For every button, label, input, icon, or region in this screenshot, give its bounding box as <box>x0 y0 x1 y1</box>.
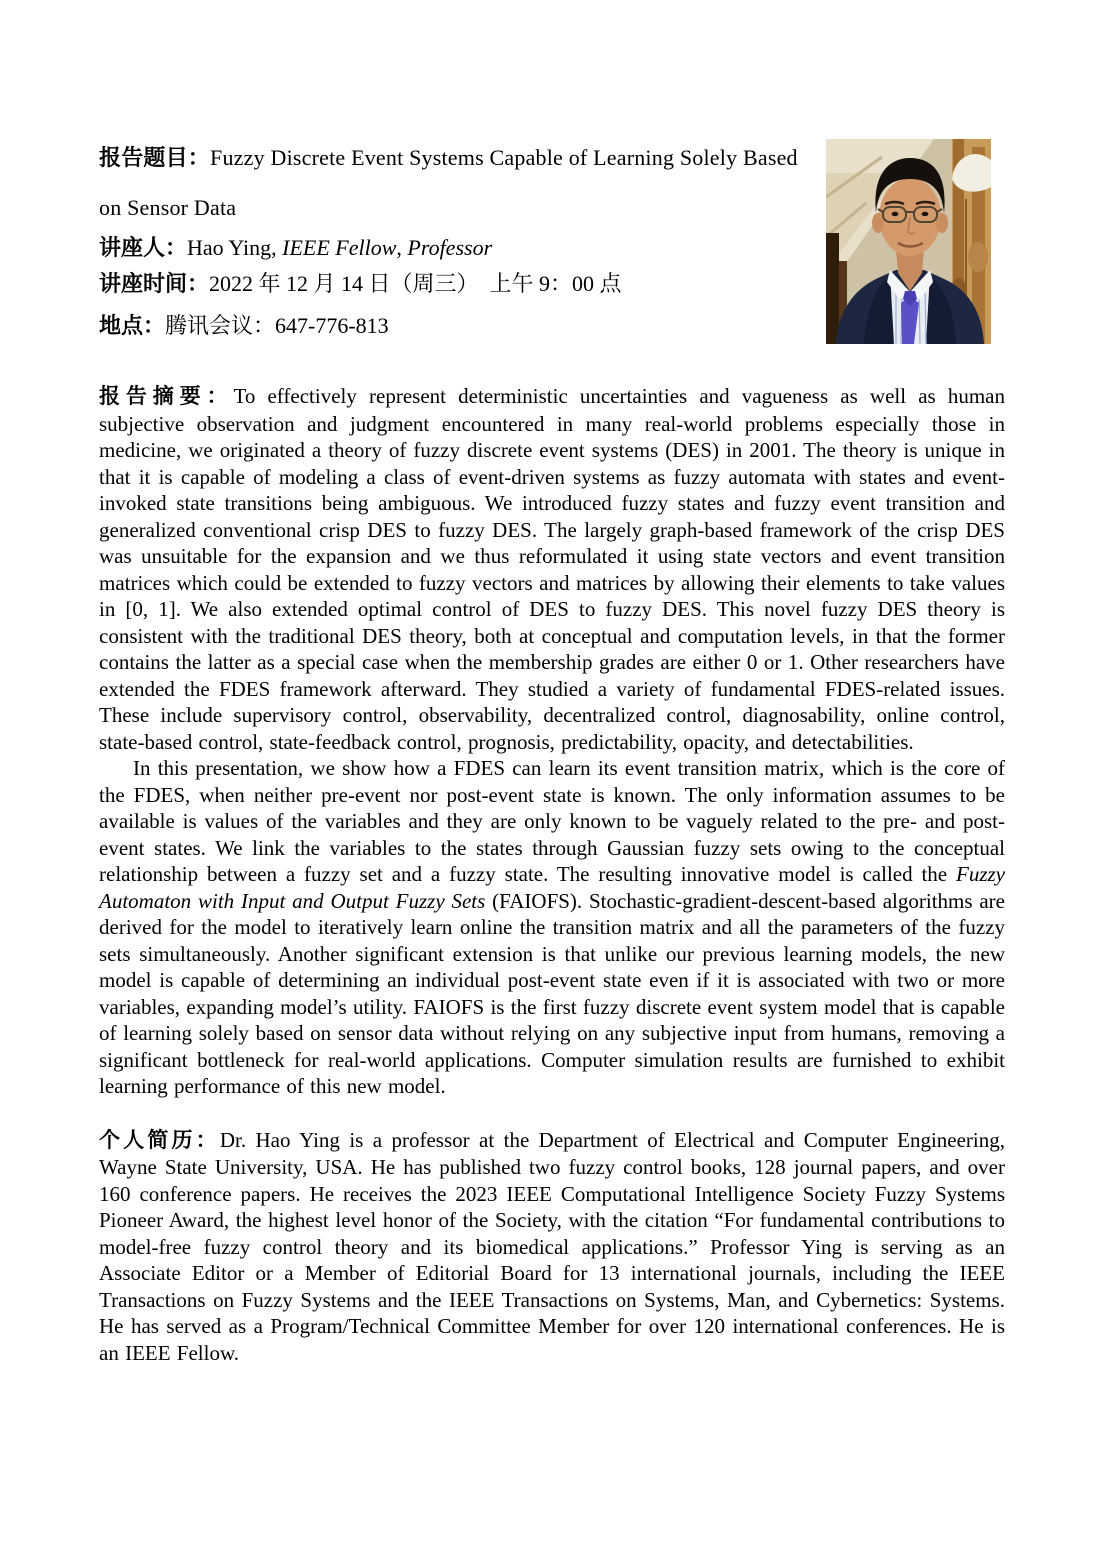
time-label: 讲座时间： <box>99 271 210 296</box>
bio-section <box>99 1127 1005 1367</box>
title-text: Fuzzy Discrete Event Systems Capable of Learning Solely Based on Sensor Data <box>99 145 798 220</box>
speaker-line <box>99 233 817 263</box>
location-platform: 腾讯会议： <box>165 313 276 338</box>
speaker-credential-ieee-fellow: IEEE Fellow <box>282 235 397 260</box>
time-line <box>99 269 817 299</box>
abstract-label: 报告摘要： <box>99 385 234 408</box>
abstract-paragraph-2-text-a: In this presentation, we show how a FDES can learn its event transition matrix, which is the core of the FDES, when neither pre-event nor post-event state is known. The only information assumes to be available is values of the variables and they are only known to be vaguely related to the pre- and post-event states. We link the variables to the states through Gaussian fuzzy sets owing to the conceptual relationship between a fuzzy set and a fuzzy state. The resulting innovative model is called the <box>99 756 1005 886</box>
header-section <box>99 133 1005 344</box>
meeting-id: 647-776-813 <box>275 313 389 338</box>
header-text <box>99 133 817 341</box>
speaker-name: Hao Ying, <box>187 235 283 260</box>
abstract-paragraph-1-text: To effectively represent deterministic uncertainties and vagueness as well as human subjective observation and judgment encountered in many real-world problems especially those in medicine, we originated a theory of fuzzy discrete event systems (DES) in 2001. The theory is unique in that it is capable of modeling a class of event-driven systems as fuzzy automata with states and event-invoked state transitions being ambiguous. We introduced fuzzy states and fuzzy event transition and generalized conventional crisp DES to fuzzy DES. The largely graph-based framework of the crisp DES was unsuitable for the expansion and we thus reformulated it using state vectors and event transition matrices which could be extended to fuzzy vectors and matrices by allowing their elements to take values in [0, 1]. We also extended optimal control of DES to fuzzy DES. This novel fuzzy DES theory is consistent with the traditional DES theory, both at conceptual and computation levels, in that the former contains the latter as a special case when the membership grades are either 0 or 1. Other researchers have extended the FDES framework afterward. They studied a variety of fundamental FDES-related issues. These include supervisory control, observability, decentralized control, diagnosability, online control, state-based control, state-feedback control, prognosis, predictability, opacity, and detectabilities. <box>99 384 1005 754</box>
bio-paragraph <box>99 1127 1005 1367</box>
abstract-paragraph-2 <box>99 755 1005 1100</box>
speaker-label: 讲座人： <box>99 235 188 260</box>
bio-text: Dr. Hao Ying is a professor at the Department of Electrical and Computer Engineering, Wayne State University, USA. He has published two fuzzy control books, 128 journal papers, and over 160 conference papers. He receives the 2023 IEEE Computational Intelligence Society Fuzzy Systems Pioneer Award, the highest level honor of the Society, with the citation “For fundamental contributions to model-free fuzzy control theory and its biomedical applications.” Professor Ying is serving as an Associate Editor or a Member of Editorial Board for 13 international journals, including the IEEE Transactions on Fuzzy Systems and the IEEE Transactions on Systems, Man, and Cybernetics: Systems. He has served as a Program/Technical Committee Member for over 120 international conferences. He is an IEEE Fellow. <box>99 1127 1005 1365</box>
location-line <box>99 311 817 341</box>
location-label: 地点： <box>99 313 166 338</box>
title-label: 报告题目： <box>99 145 211 170</box>
bio-label: 个人简历： <box>99 1128 220 1152</box>
speaker-separator: , <box>396 235 408 260</box>
seminar-title <box>99 133 817 233</box>
time-text: 2022 年 12 月 14 日（周三） 上午 9：00 点 <box>209 271 622 296</box>
speaker-portrait-illustration <box>826 139 991 344</box>
abstract-paragraph-2-text-b: (FAIOFS). Stochastic-gradient-descent-based algorithms are derived for the model to iteratively learn online the transition matrix and all the parameters of the fuzzy sets simultaneously. Another significant extension is that unlike our previous learning models, the new model is capable of determining an individual post-event state even if it is associated with two or more variables, expanding model’s utility. FAIOFS is the first fuzzy discrete event system model that is capable of learning solely based on sensor data without relying on any subjective input from humans, removing a significant bottleneck for real-world applications. Computer simulation results are furnished to exhibit learning performance of this new model. <box>99 888 1005 1098</box>
speaker-credential-professor: Professor <box>407 235 493 260</box>
model-name-italic: Fuzzy Automaton with Input and Output Fuzzy Sets <box>99 862 1005 913</box>
page-content <box>99 133 1005 1366</box>
abstract-paragraph-1 <box>99 383 1005 755</box>
speaker-photo <box>826 139 991 344</box>
abstract-section <box>99 383 1005 1100</box>
